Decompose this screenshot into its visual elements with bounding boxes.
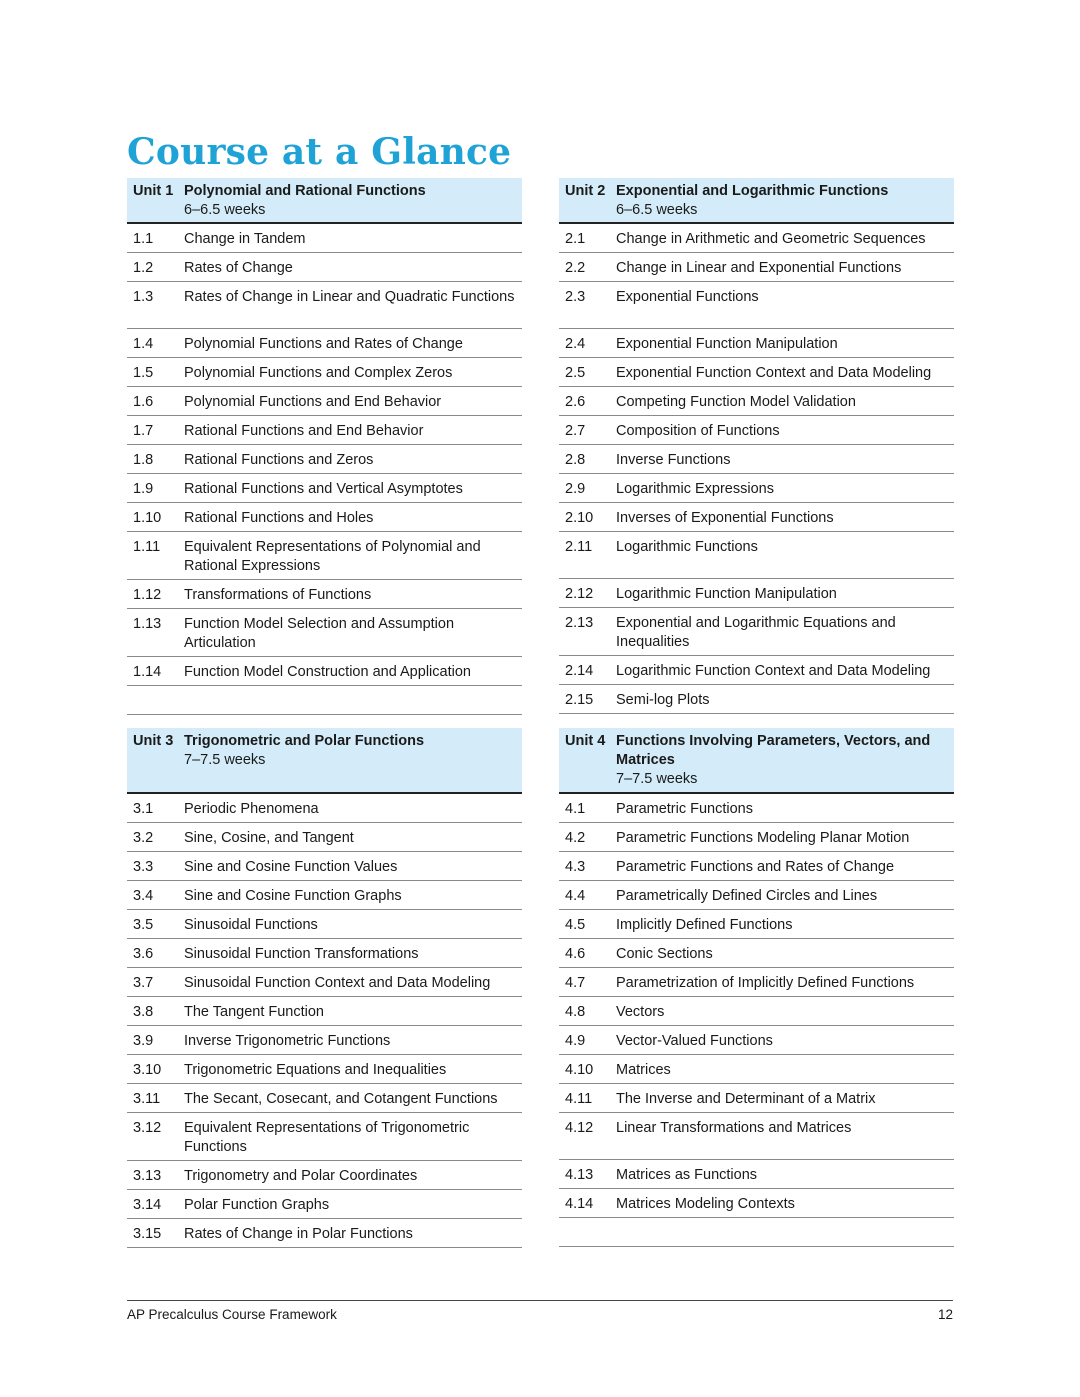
topic-row <box>127 939 522 968</box>
topic-title: Logarithmic Expressions <box>616 481 774 497</box>
unit-name: Trigonometric and Polar Functions <box>184 733 425 749</box>
topic-number: 3.7 <box>133 975 154 991</box>
topic-title: Vectors <box>616 1004 665 1020</box>
footer-publication-title: AP Precalculus Course Framework <box>127 1307 337 1322</box>
unit-header <box>127 178 522 224</box>
topic-row <box>559 1026 954 1055</box>
topic-row <box>559 968 954 997</box>
topic-row <box>127 881 522 910</box>
topic-number: 3.12 <box>133 1120 162 1136</box>
topic-row <box>127 253 522 282</box>
topic-number: 1.10 <box>133 510 162 526</box>
topic-title: Trigonometric Equations and Inequalities <box>184 1062 447 1078</box>
topic-row <box>127 1190 522 1219</box>
topic-row <box>127 1113 522 1161</box>
topic-title: Sinusoidal Function Context and Data Modeling <box>184 975 491 991</box>
unit-label: Unit 1 <box>133 183 174 199</box>
topic-number: 1.7 <box>133 423 154 439</box>
topic-number: 4.3 <box>565 859 586 875</box>
topic-number: 1.9 <box>133 481 154 497</box>
topic-row <box>559 608 954 656</box>
topic-number: 3.14 <box>133 1197 162 1213</box>
unit-header <box>559 178 954 224</box>
topic-number: 3.10 <box>133 1062 162 1078</box>
topic-number: 4.1 <box>565 801 586 817</box>
topic-row <box>127 282 522 329</box>
topic-row <box>559 224 954 253</box>
topic-number: 3.5 <box>133 917 154 933</box>
topic-row <box>559 852 954 881</box>
topic-title: Inverse Trigonometric Functions <box>184 1033 391 1049</box>
topic-row <box>559 253 954 282</box>
page-title: Course at a Glance <box>127 131 512 173</box>
topic-number: 1.12 <box>133 587 162 603</box>
topic-title: Exponential Function Manipulation <box>616 336 838 352</box>
topic-row <box>559 445 954 474</box>
topic-number: 2.11 <box>565 539 593 555</box>
topic-row <box>127 1161 522 1190</box>
unit-name: Exponential and Logarithmic Functions <box>616 183 889 199</box>
topic-title: Rational Functions and Zeros <box>184 452 374 468</box>
topic-number: 4.5 <box>565 917 586 933</box>
topic-title: Sinusoidal Functions <box>184 917 318 933</box>
topic-row <box>559 282 954 329</box>
topic-number: 2.6 <box>565 394 586 410</box>
unit-label: Unit 4 <box>565 733 606 749</box>
topic-row <box>559 685 954 714</box>
topic-row <box>559 794 954 823</box>
topic-title: Change in Linear and Exponential Functions <box>616 260 902 276</box>
topic-row <box>127 580 522 609</box>
topic-title: Rational Functions and Holes <box>184 510 374 526</box>
topic-title: Polynomial Functions and Complex Zeros <box>184 365 453 381</box>
topic-number: 1.1 <box>133 231 154 247</box>
topic-row <box>127 968 522 997</box>
unit-label: Unit 3 <box>133 733 174 749</box>
footer-divider <box>127 1300 953 1301</box>
unit-name: Polynomial and Rational Functions <box>184 183 426 199</box>
topic-title: Change in Arithmetic and Geometric Sequences <box>616 231 926 247</box>
topic-number: 2.9 <box>565 481 586 497</box>
topic-title: Rates of Change <box>184 260 293 276</box>
topic-title: Exponential Function Context and Data Modeling <box>616 365 932 381</box>
topic-title: Transformations of Functions <box>184 587 372 603</box>
topic-number: 1.4 <box>133 336 154 352</box>
topic-number: 3.11 <box>133 1091 161 1107</box>
topic-row <box>559 823 954 852</box>
unit-weeks: 7–7.5 weeks <box>184 752 266 768</box>
topic-title: Periodic Phenomena <box>184 801 319 817</box>
topic-row <box>559 358 954 387</box>
topic-title: Matrices as Functions <box>616 1167 758 1183</box>
topic-row <box>559 881 954 910</box>
topic-row <box>127 358 522 387</box>
topic-row <box>127 416 522 445</box>
unit-3-table <box>127 728 522 1248</box>
topic-title: Implicitly Defined Functions <box>616 917 793 933</box>
topic-number: 4.11 <box>565 1091 593 1107</box>
topic-number: 3.3 <box>133 859 154 875</box>
unit-2-table <box>559 178 954 714</box>
topic-row <box>127 474 522 503</box>
topic-title: Polar Function Graphs <box>184 1197 330 1213</box>
topic-row <box>559 329 954 358</box>
unit-4-table <box>559 728 954 1247</box>
topic-title: Semi-log Plots <box>616 692 710 708</box>
topic-row <box>127 910 522 939</box>
topic-number: 2.10 <box>565 510 594 526</box>
topic-row <box>127 657 522 686</box>
topic-row <box>559 1055 954 1084</box>
topic-row <box>559 503 954 532</box>
unit-header <box>127 728 522 794</box>
topic-number: 2.4 <box>565 336 586 352</box>
unit-label: Unit 2 <box>565 183 606 199</box>
topic-number: 2.3 <box>565 289 586 305</box>
topic-title: Parametrically Defined Circles and Lines <box>616 888 878 904</box>
topic-row <box>127 852 522 881</box>
topic-row <box>127 1026 522 1055</box>
topic-number: 2.12 <box>565 586 594 602</box>
topic-number: 2.14 <box>565 663 594 679</box>
topic-title: Sine and Cosine Function Values <box>184 859 398 875</box>
topic-row <box>559 910 954 939</box>
topic-number: 4.4 <box>565 888 586 904</box>
topic-row <box>127 224 522 253</box>
topic-title: The Tangent Function <box>184 1004 324 1020</box>
topic-row <box>127 1219 522 1248</box>
topic-number: 3.9 <box>133 1033 154 1049</box>
topic-row <box>559 1189 954 1218</box>
topic-number: 3.15 <box>133 1226 162 1242</box>
topic-number: 3.2 <box>133 830 154 846</box>
topic-title: Parametrization of Implicitly Defined Functions <box>616 975 915 991</box>
topic-title: Logarithmic Function Manipulation <box>616 586 837 602</box>
page-number: 12 <box>937 1307 953 1322</box>
topic-number: 4.7 <box>565 975 586 991</box>
topic-number: 3.8 <box>133 1004 154 1020</box>
topic-number: 4.13 <box>565 1167 594 1183</box>
topic-number: 3.13 <box>133 1168 162 1184</box>
topic-row <box>127 532 522 580</box>
topic-number: 4.10 <box>565 1062 594 1078</box>
topic-row <box>559 532 954 579</box>
topic-number: 1.14 <box>133 664 162 680</box>
topic-row <box>127 823 522 852</box>
topic-number: 3.1 <box>133 801 154 817</box>
topic-title: Linear Transformations and Matrices <box>616 1120 852 1136</box>
topic-row <box>559 1084 954 1113</box>
topic-title: Change in Tandem <box>184 231 306 247</box>
topic-title: Rational Functions and Vertical Asymptotes <box>184 481 463 497</box>
topic-title: Logarithmic Functions <box>616 539 758 555</box>
topic-number: 1.3 <box>133 289 154 305</box>
topic-title: Function Model Construction and Application <box>184 664 471 680</box>
topic-number: 2.2 <box>565 260 586 276</box>
unit-weeks: 6–6.5 weeks <box>616 202 698 218</box>
unit-weeks: 7–7.5 weeks <box>616 771 698 787</box>
topic-number: 1.8 <box>133 452 154 468</box>
topic-title: Equivalent Representations of Polynomial and Rational Expressions <box>184 539 481 574</box>
topic-number: 4.6 <box>565 946 586 962</box>
topic-row <box>559 387 954 416</box>
topic-number: 1.11 <box>133 539 161 555</box>
topic-row <box>127 329 522 358</box>
empty-row <box>127 686 522 715</box>
topic-row <box>127 387 522 416</box>
empty-row <box>559 1218 954 1247</box>
topic-title: Trigonometry and Polar Coordinates <box>184 1168 418 1184</box>
topic-title: Inverses of Exponential Functions <box>616 510 834 526</box>
topic-title: Parametric Functions and Rates of Change <box>616 859 895 875</box>
topic-title: Sine and Cosine Function Graphs <box>184 888 402 904</box>
topic-row <box>559 656 954 685</box>
topic-title: Logarithmic Function Context and Data Modeling <box>616 663 931 679</box>
unit-header <box>559 728 954 794</box>
topic-number: 3.4 <box>133 888 154 904</box>
topic-title: Sine, Cosine, and Tangent <box>184 830 354 846</box>
topic-row <box>559 1113 954 1160</box>
topic-row <box>559 474 954 503</box>
topic-row <box>127 997 522 1026</box>
topic-row <box>559 939 954 968</box>
topic-title: Parametric Functions <box>616 801 753 817</box>
topic-title: Exponential and Logarithmic Equations and Inequalities <box>616 615 896 650</box>
topic-number: 1.13 <box>133 616 162 632</box>
unit-weeks: 6–6.5 weeks <box>184 202 266 218</box>
topic-number: 4.2 <box>565 830 586 846</box>
topic-title: The Inverse and Determinant of a Matrix <box>616 1091 876 1107</box>
topic-title: Matrices Modeling Contexts <box>616 1196 795 1212</box>
topic-number: 4.14 <box>565 1196 594 1212</box>
topic-row <box>559 997 954 1026</box>
topic-number: 1.6 <box>133 394 154 410</box>
topic-title: Polynomial Functions and End Behavior <box>184 394 442 410</box>
topic-number: 1.2 <box>133 260 154 276</box>
topic-row <box>127 503 522 532</box>
topic-number: 3.6 <box>133 946 154 962</box>
topic-title: Conic Sections <box>616 946 713 962</box>
topic-title: Exponential Functions <box>616 289 759 305</box>
topic-number: 2.5 <box>565 365 586 381</box>
topic-row <box>559 1160 954 1189</box>
topic-number: 2.7 <box>565 423 586 439</box>
topic-title: Sinusoidal Function Transformations <box>184 946 419 962</box>
topic-row <box>127 445 522 474</box>
topic-title: Rational Functions and End Behavior <box>184 423 424 439</box>
topic-title: Function Model Selection and Assumption Articulation <box>184 616 455 651</box>
topic-title: Polynomial Functions and Rates of Change <box>184 336 463 352</box>
topic-title: The Secant, Cosecant, and Cotangent Functions <box>184 1091 498 1107</box>
topic-row <box>127 1084 522 1113</box>
topic-title: Equivalent Representations of Trigonometric Functions <box>184 1120 470 1155</box>
topic-title: Matrices <box>616 1062 671 1078</box>
topic-row <box>127 609 522 657</box>
topic-row <box>559 579 954 608</box>
topic-number: 2.8 <box>565 452 586 468</box>
topic-title: Rates of Change in Polar Functions <box>184 1226 413 1242</box>
unit-1-table <box>127 178 522 715</box>
topic-number: 4.9 <box>565 1033 586 1049</box>
topic-number: 2.15 <box>565 692 594 708</box>
topic-number: 4.12 <box>565 1120 594 1136</box>
topic-row <box>559 416 954 445</box>
topic-row <box>127 1055 522 1084</box>
unit-name: Functions Involving Parameters, Vectors, and Matrices <box>616 733 931 768</box>
topic-title: Inverse Functions <box>616 452 731 468</box>
topic-title: Rates of Change in Linear and Quadratic Functions <box>184 289 515 305</box>
topic-number: 4.8 <box>565 1004 586 1020</box>
topic-number: 1.5 <box>133 365 154 381</box>
topic-title: Competing Function Model Validation <box>616 394 856 410</box>
topic-number: 2.1 <box>565 231 586 247</box>
topic-title: Vector-Valued Functions <box>616 1033 773 1049</box>
topic-row <box>127 794 522 823</box>
topic-title: Parametric Functions Modeling Planar Motion <box>616 830 910 846</box>
topic-title: Composition of Functions <box>616 423 780 439</box>
topic-number: 2.13 <box>565 615 594 631</box>
